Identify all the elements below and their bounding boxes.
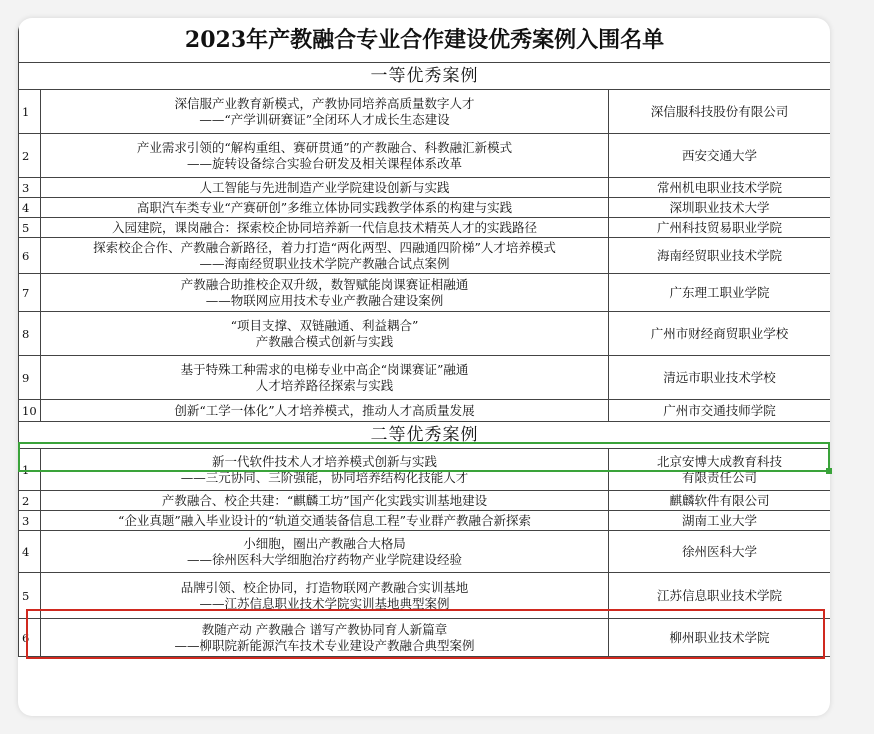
case-title-line: ——江苏信息职业技术学院实训基地典型案例 (199, 595, 450, 611)
case-title (41, 198, 609, 218)
row-number: 4 (19, 198, 41, 218)
row-number: 6 (19, 238, 41, 274)
award-list-table (18, 18, 830, 657)
section-row (19, 422, 831, 449)
organization-line: 深圳职业技术大学 (669, 199, 770, 215)
row-number: 1 (19, 90, 41, 134)
table-row (19, 400, 831, 422)
case-title-line: 产教融合助推校企双升级，数智赋能岗课赛证相融通 (180, 276, 469, 292)
organization-line: 常州机电职业技术学院 (657, 179, 783, 195)
case-title-line: 人才培养路径探索与实践 (255, 377, 394, 393)
case-title (41, 491, 609, 511)
table-row (19, 449, 831, 491)
case-title (41, 531, 609, 573)
organization-name (609, 491, 831, 511)
row-number: 2 (19, 491, 41, 511)
case-title-line: ——“产学训研赛证”全闭环人才成长生态建设 (199, 111, 450, 127)
case-title (41, 238, 609, 274)
selection-handle[interactable] (826, 468, 832, 474)
organization-line: 江苏信息职业技术学院 (657, 587, 783, 603)
table-row (19, 619, 831, 657)
table-row (19, 491, 831, 511)
row-number: 4 (19, 531, 41, 573)
table-row (19, 134, 831, 178)
row-number: 6 (19, 619, 41, 657)
case-title-line: 入园建院，课岗融合：探索校企协同培养新一代信息技术精英人才的实践路径 (111, 219, 537, 235)
organization-line: 深信服科技股份有限公司 (650, 103, 789, 119)
table-row (19, 198, 831, 218)
case-title (41, 356, 609, 400)
organization-line: 麒麟软件有限公司 (669, 492, 770, 508)
case-title (41, 449, 609, 491)
organization-name (609, 449, 831, 491)
case-title (41, 511, 609, 531)
row-number: 7 (19, 274, 41, 312)
case-title-line: “企业真题”融入毕业设计的“轨道交通装备信息工程”专业群产教融合新探索 (117, 512, 532, 528)
row-number: 8 (19, 312, 41, 356)
organization-line: 广州市交通技师学院 (663, 402, 776, 418)
section-heading-second: 二等优秀案例 (19, 422, 831, 449)
case-title-line: 产业需求引领的“解构重组、赛研贯通”的产教融合、科教融汇新模式 (136, 139, 513, 155)
case-title-line: 新一代软件技术人才培养模式创新与实践 (211, 453, 437, 469)
organization-name (609, 619, 831, 657)
organization-name (609, 531, 831, 573)
organization-name (609, 511, 831, 531)
table-row (19, 90, 831, 134)
organization-line: 广东理工职业学院 (669, 284, 770, 300)
row-number: 3 (19, 178, 41, 198)
organization-line: 柳州职业技术学院 (669, 629, 770, 645)
organization-name (609, 274, 831, 312)
case-title (41, 90, 609, 134)
organization-name (609, 400, 831, 422)
case-title-line: 教随产动 产教融合 谱写产教协同育人新篇章 (201, 621, 448, 637)
table-row (19, 274, 831, 312)
table-row (19, 238, 831, 274)
row-number: 1 (19, 449, 41, 491)
case-title-line: ——徐州医科大学细胞治疗药物产业学院建设经验 (186, 551, 462, 567)
table-row (19, 573, 831, 619)
row-number: 5 (19, 218, 41, 238)
table-row (19, 178, 831, 198)
section-row (19, 63, 831, 90)
organization-name (609, 356, 831, 400)
organization-name (609, 312, 831, 356)
case-title-line: 基于特殊工种需求的电梯专业中高企“岗课赛证”融通 (180, 361, 469, 377)
case-title-line: 深信服产业教育新模式，产教协同培养高质量数字人才 (174, 95, 475, 111)
case-title (41, 274, 609, 312)
table-row (19, 531, 831, 573)
section-heading-first: 一等优秀案例 (19, 63, 831, 90)
case-title-line: “项目支撑、双链融通、利益耦合” (230, 317, 419, 333)
organization-name (609, 198, 831, 218)
organization-name (609, 238, 831, 274)
case-title (41, 218, 609, 238)
row-number: 3 (19, 511, 41, 531)
case-title (41, 312, 609, 356)
case-title-line: ——柳职院新能源汽车技术专业建设产教融合典型案例 (174, 637, 475, 653)
case-title-line: ——海南经贸职业技术学院产教融合试点案例 (199, 255, 450, 271)
row-number: 5 (19, 573, 41, 619)
case-title (41, 573, 609, 619)
table-row (19, 312, 831, 356)
case-title-line: 产教融合、校企共建：“麒麟工坊”国产化实践实训基地建设 (161, 492, 488, 508)
organization-line: 广州市财经商贸职业学校 (650, 325, 789, 341)
organization-line: 广州科技贸易职业学院 (657, 219, 783, 235)
case-title-line: ——旋转设备综合实验台研发及相关课程体系改革 (186, 155, 462, 171)
row-number: 10 (19, 400, 41, 422)
organization-line: 湖南工业大学 (682, 512, 758, 528)
title-row (19, 18, 831, 63)
case-title (41, 178, 609, 198)
organization-line: 清远市职业技术学校 (663, 369, 776, 385)
case-title-line: 创新“工学一体化”人才培养模式，推动人才高质量发展 (174, 402, 475, 418)
case-title (41, 400, 609, 422)
row-number: 2 (19, 134, 41, 178)
organization-name (609, 90, 831, 134)
case-title-line: 探索校企合作、产教融合新路径，着力打造“两化两型、四融通四阶梯”人才培养模式 (93, 239, 556, 255)
case-title-line: 人工智能与先进制造产业学院建设创新与实践 (199, 179, 450, 195)
case-title-line: 小细胞，圈出产教融合大格局 (243, 535, 406, 551)
organization-name (609, 178, 831, 198)
organization-line: 徐州医科大学 (682, 543, 758, 559)
organization-name (609, 218, 831, 238)
organization-line: 有限责任公司 (682, 469, 758, 485)
document-sheet (18, 18, 830, 716)
organization-line: 西安交通大学 (682, 147, 758, 163)
case-title-line: 品牌引领、校企协同，打造物联网产教融合实训基地 (180, 579, 469, 595)
table-row (19, 356, 831, 400)
case-title-line: ——物联网应用技术专业产教融合建设案例 (205, 292, 444, 308)
row-number: 9 (19, 356, 41, 400)
case-title (41, 619, 609, 657)
table-row (19, 218, 831, 238)
case-title-line: ——三元协同、三阶强能，协同培养结构化技能人才 (180, 469, 469, 485)
organization-name (609, 134, 831, 178)
case-title-line: 高职汽车类专业“产赛研创”多维立体协同实践教学体系的构建与实践 (136, 199, 513, 215)
table-row (19, 511, 831, 531)
organization-line: 海南经贸职业技术学院 (657, 247, 783, 263)
organization-name (609, 573, 831, 619)
page-title: 2023年产教融合专业合作建设优秀案例入围名单 (19, 18, 831, 63)
organization-line: 北京安博大成教育科技 (657, 453, 783, 469)
case-title (41, 134, 609, 178)
case-title-line: 产教融合模式创新与实践 (255, 333, 394, 349)
